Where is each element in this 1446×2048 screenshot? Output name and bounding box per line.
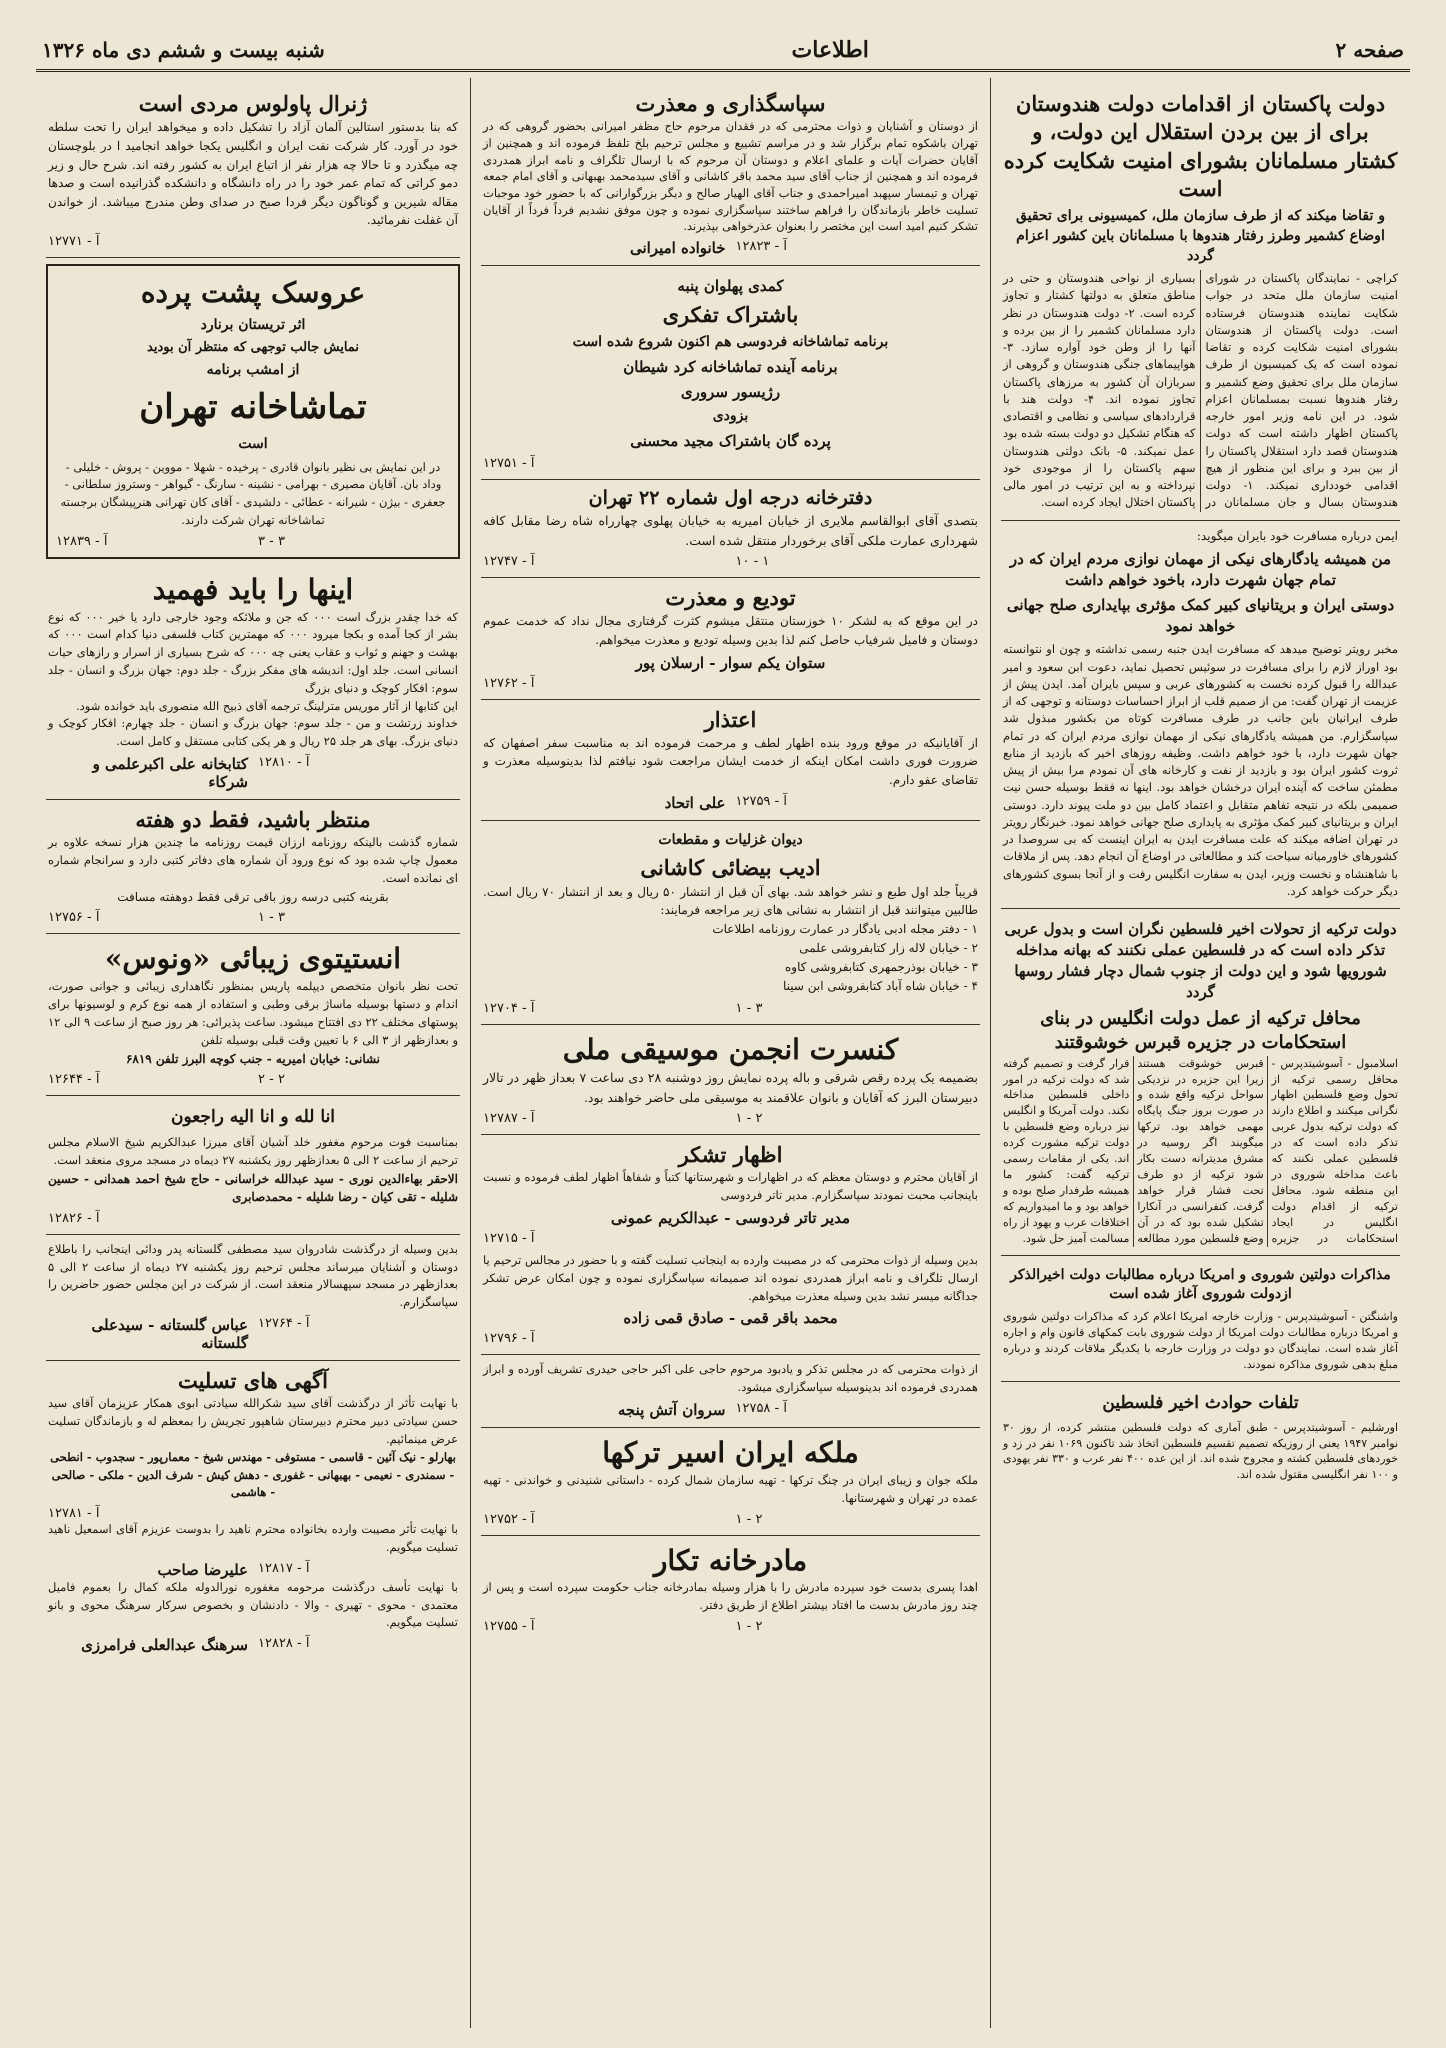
ad-condolences	[46, 1361, 460, 1662]
subhead: و تقاضا میکند که از طرف سازمان ملل، کمیسیونی برای تحقیق اوضاع کشمیر وطرز رفتار هندوها با مسلمانان باین کشور اعزام گردد	[1015, 208, 1386, 264]
title: تماشاخانه تهران	[139, 387, 367, 428]
signature: محمد باقر قمی - صادق قمی زاده	[623, 1309, 838, 1328]
line: برنامه آینده تماشاخانه کرد شیطان	[623, 357, 838, 376]
signature: الاحقر بهاءالدین نوری - سید عبدالله خراسانی - حاج شیخ احمد همدانی - حسین شلیله - تقی کیان - رضا شلیله - محمدصابری	[48, 1171, 458, 1205]
middle-column	[470, 78, 990, 2028]
ad-code: ۲ - ۲	[258, 1072, 285, 1088]
ad-code: ۱۲۷۵۲ - آ	[483, 1511, 535, 1527]
headline-2: دوستی ایران و بریتانیای کبیر کمک مؤثری بپایداری صلح جهانی خواهد نمود	[1006, 596, 1395, 636]
signature: علیرضا صاحب	[157, 1560, 248, 1579]
ad-general	[46, 84, 460, 258]
list-item: ۲ - خیابان لاله زار کتابفروشی علمی	[799, 940, 978, 955]
names: بهارلو - نیک آئین - قاسمی - مستوفی - مهندس شیخ - معمارپور - سجدوب - انطحی - سمندری - نعیمی - بهبهانی - غفوری - دهش کیش - شرف الدین - ملکی - صالحی - هاشمی	[50, 1449, 456, 1500]
ad-body: از ذوات محترمی که در مجلس تذکر و یادبود مرحوم حاجی علی اکبر حاجی حیدری تشریف آورده و ابراز همدردی فرموده اند بدینوسیله سپاسگزاری میشود.	[483, 1362, 978, 1395]
line: رژیسور سروری	[680, 382, 781, 401]
ad-venus	[46, 934, 460, 1096]
ad-code: ۱۲۷۵۶ - آ	[48, 910, 100, 926]
ad-code: ۱۰ - ۱	[735, 553, 770, 569]
list-item: ۳ - خیابان بوذرجمهری کتابفروشی کاوه	[785, 960, 978, 975]
paper-name: اطلاعات	[791, 36, 869, 63]
ad-code: ۱۲۷۵۵ - آ	[483, 1618, 535, 1634]
address: نشانی: خیابان امیریه - جنب کوچه البرز تلفن ۶۸۱۹	[125, 1051, 381, 1066]
signature: سرهنگ عبدالعلی فرامرزی	[81, 1636, 248, 1655]
headline: تلفات حوادث اخیر فلسطین	[1102, 1392, 1299, 1413]
headline: دفترخانه درجه اول شماره ۲۲ تهران	[588, 486, 873, 509]
ad-code: ۱۲۶۴۴ - آ	[48, 1072, 100, 1088]
ad-code: ۱۲۷۰۴ - آ	[483, 1000, 535, 1016]
ad-code: ۱۲۷۴۷ - آ	[483, 553, 535, 569]
headline: منتظر باشید، فقط دو هفته	[135, 807, 371, 833]
ad-body: شماره گذشت بالینکه روزنامه ارزان قیمت روزنامه ما چندین هزار نسخه علاوه بر معمول چاپ شده بود که نوع ورود آن شماره های دفاتر کتبی دارد و سرانجام شماره ای نمانده است.	[48, 835, 458, 886]
left-column	[36, 78, 470, 2028]
signature: مدیر تاتر فردوسی - عبدالکریم عمونی	[610, 1209, 851, 1228]
headline: ملکه ایران اسیر ترکها	[602, 1436, 859, 1470]
right-column	[990, 78, 1410, 2028]
ad-code: ۱ - ۳	[258, 910, 285, 926]
ad-comedy	[481, 266, 980, 480]
line: بزودی	[712, 407, 749, 424]
ad-code: ۱۲۸۲۸ - آ	[258, 1636, 310, 1652]
headline: آگهی های تسلیت	[177, 1367, 329, 1393]
ad-body: قریباً جلد اول طبع و نشر خواهد شد. بهای آن قبل از انتشار ۵۰ ریال و بعد از انتشار ۷۰ ریال است. طالبین میتوانند قبل از انتشار به نشانی های زیر مراجعه فرمایند:	[483, 884, 979, 918]
ad-code: ۱ - ۲	[735, 1511, 763, 1527]
article-body: کراچی - نمایندگان پاکستان در شورای امنیت سازمان ملل متحد در جواب شکایت نماینده هندوستان فرستاده است. دولت پاکستان از هندوستان بشورای امنیت شکایت کرده و تقاضا نموده است که یک کمیسیون از طرف سازمان ملل برای تحقیق وضع کشمیر و رفتار هندوها نسبت بمسلمانان اعزام شود. در این نامه وزیر امور خارجه پاکستان اظهار داشته است که دولت هندوستان قصد دارد استقلال پاکستان را از بین ببرد و برای این منظور از هیچ اقدامی خودداری نمیکند. ۱- دولت هندوستان بسال و جان مسلمانان در بسیاری از نواحی هندوستان و حتی در مناطق متعلق به دولتها کشتار و تجاوز کرده است. ۲- دولت هندوستان در نظر دارد مسلمانان کشمیر را از بین برده و آنها را از وطن خود آواره سازد. ۳- هواپیماهای جنگی هندوستان و گروهی از سربازان آن کشور به مرزهای پاکستان تجاوز نموده اند. ۴- دولت هند با قراردادهای سیاسی و نظامی و اقتصادی که هنگام تشکیل دو دولت بسته شده بود عمل نمیکند. ۵- بانک دولتی هندوستان سهم پاکستان را از موجودی خود نپرداخته و به این ترتیب در امور مالی پاکستان اختلال ایجاد کرده است.	[1003, 271, 1399, 510]
ad-body: اهدا پسری بدست خود سپرده مادرش را با هزار وسیله بمادرخانه جناب حکومت سپرده است و پس از چند روز مادرش بدست ما افتاد بیشتر اطلاع از طریق دفتر.	[483, 1580, 978, 1613]
ad-code: ۱ - ۲	[735, 1618, 763, 1634]
signature: ستوان یکم سوار - ارسلان پور	[635, 653, 826, 672]
page-number: صفحه ۲	[1335, 37, 1404, 62]
ad-condolence-2	[46, 1235, 460, 1361]
ad-body: بدین وسیله از ذوات محترمی که در مصیبت وارده به اینجانب تسلیت گفته و با حضور در مجالس ترحیم یا ارسال تلگراف و نامه ابراز همدردی نموده اند صمیمانه سپاسگزاری نموده و چون امکان عرض تشکر جداگانه میسر نشد بدین وسیله معذرت میخواهم.	[483, 1253, 978, 1303]
headline: اظهار تشکر	[678, 1142, 783, 1168]
title: ادیب بیضائی کاشانی	[640, 855, 821, 881]
ad-body: تحت نظر بانوان متخصص دیپلمه پاریس بمنظور نگاهداری زیبائی و جوانی صورت، اندام و دستها بوسیله ماساژ برقی وطبی و استفاده از همه نوع کرم و لوسیونها برای پوستهای مختلف ۲۲ دی افتتاح میشود. ساعت پذیرائی: هر روز صبح از ساعت ۹ الی ۱۲ و بعدازظهر از ۳ الی ۶ با تعیین وقت قبلی بوسیله تلفن	[48, 979, 458, 1047]
article-body: واشنگتن - آسوشیتدپرس - وزارت خارجه امریکا اعلام کرد که مذاکرات دولتین شوروی و امریکا درباره مطالبات دولت امریکا از دولت شوروی بابت کمکهای قانون وام و اجاره آغاز شده است. نمایندگان دو دولت در وزارت خارجه با یکدیگر ملاقات کردند و درباره مبلغ بدهی شوروی مذاکره نمودند.	[1003, 1310, 1398, 1371]
ad-code: ۱۲۸۱۷ - آ	[258, 1560, 310, 1576]
lead: ایمن درباره مسافرت خود بایران میگوید:	[1196, 528, 1398, 543]
headline: دولت ترکیه از تحولات اخیر فلسطین نگران است و بدول عربی تذکر داده است که در فلسطین عملی نکنند که بهانه مداخله شورویها شود و این دولت از جنوب شمال دچار فشار روسها گردد	[1004, 920, 1397, 1001]
headline: مذاکرات دولتین شوروی و امریکا درباره مطالبات دولت اخیرالذکر ازدولت شوروی آغاز شده است	[1010, 1266, 1391, 1303]
headline: مادرخانه تکار	[653, 1543, 808, 1577]
ad-body: با نهایت تأثر از درگذشت آقای سید شکرالله سیادتی ابوی همکار عزیزمان آقای سید حسن سیادتی دبیر محترم دبیرستان شاهپور تجریش را بمعظم له و بازماندگان تسلیت عرض مینمائیم.	[48, 1396, 458, 1446]
signature: عباس گلستانه - سیدعلی گلستانه	[91, 1315, 248, 1352]
ad-code: ۱۲۸۲۳ - آ	[735, 239, 787, 255]
issue-date: شنبه بیست و ششم دی ماه ۱۳۲۶	[42, 37, 325, 62]
ad-body: این کتابها از آثار موریس مترلینگ ترجمه آقای ذبیح الله منصوری باید خوانده شود.	[75, 698, 458, 713]
ad-body: از آقایان محترم و دوستان معظم که در اظهارات و شهرستانها کتباً و شفاهاً اظهار لطف فرموده و نسبت باینجانب محبت نمودند سپاسگزارم. مدیر تاتر فردوسی	[483, 1170, 978, 1203]
article-body: مخبر رویتر توضیح میدهد که مسافرت ایدن جنبه رسمی نداشته و چون او نتوانسته بود اوراز لازم را برای مسافرت در سوئیس تحصیل نماید، دعوت ابن سعود و امیر عبدالله را قبول کرده نخست به کشورهای عربی و سپس بایران آمد. ایدن پیش از عزیمت از تهران گفت: من از صمیم قلب از ابراز احساسات دوستانه و توجهی که از طرف ایرانیان باین جانب در طرف مسافرت کوتاه من بکشور مبذول شد سپاسگزارم. من همیشه یادگارهای نیکی از مهمان نوازی مردم ایران که در تمام جهان شهرت دارد، با خود خواهم داشت. وظیفه روزهای اخیر که بازدید از منابع ثروت کشور ایران بود و بازدید از نفت و کارخانه های آن نمودم مرا بیش از پیش مطمئن ساخت که آینده ایران درخشان خواهد بود. اینها نه فقط بوسیله حسن نیت صمیمی بلکه در نتیجه تفاهم متقابل و اعتماد کامل بین دو ملت پیوند دارد. دوستی ایران و بریتانیای کبیر کمک مؤثری به پایداری صلح جهانی خواهد نمود. خبرنگار رویتر در تهران اضافه میکند که علت مسافرت ایدن به ایران اینست که بی سروصدا در کشورهای خاورمیانه سیاحت کند و مطالعاتی در اوضاع آن انجام دهد. پس از ملاقات با شاهنشاه و نخست وزیر، ایدن به سفارت انگلیس رفت و از آنجا بسوی کشورهای دیگر حرکت خواهد کرد.	[1003, 642, 1398, 898]
headline: من همیشه یادگارهای نیکی از مهمان نوازی مردم ایران که در تمام جهان شهرت دارد، باخود خواهم داشت	[1009, 550, 1392, 590]
ad-divan	[481, 821, 980, 1025]
headline: انا لله و انا الیه راجعون	[170, 1107, 336, 1128]
article-pakistan	[1001, 84, 1400, 521]
ad-farewell	[481, 578, 980, 700]
article-palestine	[1001, 1382, 1400, 1492]
line: است	[238, 435, 268, 452]
ad-concert	[481, 1025, 980, 1136]
line: کمدی پهلوان پنبه	[677, 277, 784, 296]
headline: دولت پاکستان از اقدامات دولت هندوستان برای از بین بردن استقلال این دولت، و کشتار مسلمانان بشورای امنیت شکایت کرده است	[1003, 91, 1398, 202]
line: پرده گان باشتراک مجید محسنی	[630, 431, 831, 450]
ad-body: بقرینه کتبی درسه روز باقی ترقی فقط دوهفته مسافت	[117, 889, 389, 904]
ad-thanks	[481, 84, 980, 266]
ad-body: که بنا بدستور استالین آلمان آزاد را تشکیل داده و میخواهد ایران را تحت سلطه خود در آورد. کار شرکت نفت ایران و انگلیس یکجا خواهد انجامید ا در بلوچستان چه میگذرد و تا حالا چه هزار نفر از اتباع ایران به کشور رفته اند. شرح حال و زیر دمو کراتی که تمام عمر خود را در راه دانشگاه و دانشکده گذرانیده است و صدها مقاله شیرین و گوناگون دیگر فردا صبح در صدای وطن مندرج میباشد. از خواندن آن غفلت نفرمائید.	[48, 120, 458, 228]
ad-body: از دوستان و آشنایان و ذوات محترمی که در فقدان مرحوم حاج مظفر امیرانی بحضور گروهی که در تهران باشکوه تمام برگزار شد و در مراسم تشییع و مجلس ترحیم بلخ تلفظ فرموده اند و همچنین از آقایان حضرات آیات و علمای اعلام و دوستان آن مرحوم که با ارسال تلگراف و نامه ابراز همدردی فرموده اند و همچنین از جناب آقای سید محمد باقر کاشانی و آقای سیدمحمد بهبهانی و آقای امام جمعه تهران و تیمسار سپهبد امیراحمدی و جناب آقای الهیار صالح و دیگر بزرگوارانی که با حضور خود موجبات تسلیت خاطر بازماندگان را فراهم ساختند سپاسگزاری نموده و چون موفق نشدیم فرداً فرداً از آقایان تشکر کنیم امید است این مختصر را بعنوان عذرخواهی بپذیرند.	[483, 119, 978, 234]
ad-body: در این نمایش بی نظیر بانوان قادری - پرخیده - شهلا - مووین - پروش - خلیلی - وداد بان. آقایان مصیری - بهرامی - نشینه - سارنگ - گیواهر - وستروز سلطانی - جعفری - بیژن - شیرانه - عطائی - دلشیدی - آقای کان تهرانی هنرپیشگان برجسته تماشاخانه تهران شرکت دارند.	[60, 459, 446, 527]
ad-code: ۱۲۷۵۱ - آ	[483, 455, 535, 471]
ad-queen	[481, 1428, 980, 1535]
ad-apology	[481, 700, 980, 821]
signature: کتابخانه علی اکبرعلمی و شرکاء	[92, 755, 248, 792]
ad-code: ۱۲۷۵۸ - آ	[735, 1401, 787, 1417]
ad-body: با نهایت تأثر مصیبت وارده بخانواده محترم ناهید را بدوست عزیزم آقای اسمعیل ناهید تسلیت میگویم.	[48, 1522, 458, 1555]
ad-code: ۱۲۷۹۶ - آ	[483, 1331, 535, 1347]
ad-body: که خدا چقدر بزرگ است ۰۰۰ که جن و ملائکه وجود خارجی دارد یا خیر ۰۰۰ که نوع بشر از کجا آمده و بکجا میرود ۰۰۰ که مهمترین کتاب فلسفی دنیا کدام است ۰۰۰ که بهشت و جهنم و ثواب و عقاب یعنی چه ۰۰۰ که شرح بسیاری از اسرار و رازهای حیات انسانی است. جلد اول: اندیشه های مفکر بزرگ - جلد دوم: جهان بزرگ و انسان - جلد سوم: افکار کوچک و دنیای بزرگ	[48, 609, 458, 695]
headline-2: محافل ترکیه از عمل دولت انگلیس در بنای استحکامات در جزیره قبرس خوشوقتند	[1040, 1008, 1361, 1054]
line: نمایش جالب توجهی که منتظر آن بودید	[147, 340, 359, 356]
headline: اینها را باید فهمید	[152, 572, 354, 606]
ad-code: ۳ - ۳	[258, 533, 285, 549]
article-body: اسلامبول - آسوشیتدپرس - محافل رسمی ترکیه از تحول وضع فلسطین اظهار نگرانی میکنند و اطلاع دارند که دولت ترکیه بدول عربی تذکر داده است که در فلسطین عملی نکنند که باعث مداخله شوروی در این منطقه شود. محافل ترکیه از اقدام دولت انگلیس در ایجاد استحکامات در جزیره قبرس خوشوقت هستند زیرا این جزیره در نزدیکی سواحل ترکیه واقع شده و در صورت بروز جنگ پایگاه مهمی خواهد بود. ترکها میگویند اگر روسیه در مشرق مدیترانه دست بکار شود ترکیه از دو طرف تحت فشار قرار خواهد گرفت. کنفرانسی در آنکارا تشکیل شده بود که در آن وضع فلسطین مورد مطالعه قرار گرفت و تصمیم گرفته شد که دولت ترکیه در امور داخلی فلسطین مداخله نکند. دولت آمریکا و انگلیس نیز درباره وضع فلسطین با دولت ترکیه مشورت کرده اند. یکی از مقامات رسمی ترکیه گفت: کشور ما همیشه طرفدار صلح بوده و خواهد بود و ما امیدواریم که اختلافات عرب و یهود از راه مسالمت آمیز حل شود.	[1003, 1056, 1398, 1245]
ad-body: از آقایانیکه در موقع ورود بنده اظهار لطف و مرحمت فرموده اند به مناسبت سفر اصفهان که ضرورت فوری داشت امکان اینکه از خدمت ایشان مراجعت شود نیافتم لذا بدینوسیله معذرت و تقاضای عفو دارم.	[483, 735, 978, 788]
headline: سپاسگذاری و معذرت	[635, 91, 826, 116]
ad-code: ۱۲۸۳۹ - آ	[56, 533, 108, 549]
ad-body: در این موقع که به لشکر ۱۰ خوزستان منتقل میشوم کثرت گرفتاری مجال نداد که خدمت عموم دوستان و فامیل شرفیاب حاصل کنم لذا بدین وسیله تودیع و معذرت میخواهم.	[483, 614, 978, 647]
list-item: ۴ - خیابان شاه آباد کتابفروشی ابن سینا	[782, 979, 978, 994]
signature: علی اتحاد	[664, 793, 726, 812]
ad-body: خداوند زرتشت و من - جلد سوم: جهان بزرگ و انسان - جلد چهارم: افکار کوچک و دنیای بزرگ. بهای هر جلد ۲۵ ریال و هر یکی کتابی مستقل و کامل است.	[48, 716, 458, 749]
columns	[36, 78, 1410, 2028]
ad-code: ۱۲۸۲۶ - آ	[48, 1210, 100, 1226]
ad-body: بدین وسیله از درگذشت شادروان سید مصطفی گلستانه پدر ودائی اینجانب را باطلاع دوستان و آشنایان میرساند مجلس ترحیم روز یکشنبه ۲۷ دیماه از ساعت ۲ الی ۵ بعدازظهر در مسجد سپهسالار منعقد است. از شرکت در این مجلس حضور حاضرین را سپاسگزارم.	[48, 1241, 458, 1310]
masthead	[36, 30, 1410, 72]
ad-bride	[46, 264, 460, 559]
signature: خانواده امیرانی	[629, 239, 726, 258]
ad-orphanage	[481, 1536, 980, 1642]
line: از امشب برنامه	[206, 362, 300, 379]
ad-code: ۱۲۷۸۷ - آ	[483, 1111, 535, 1127]
article-us-ussr	[1001, 1256, 1400, 1382]
headline: کنسرت انجمن موسیقی ملی	[562, 1032, 899, 1066]
ad-body: بضمیمه یک پرده رقص شرقی و باله پرده نمایش روز دوشنبه ۲۸ دی ساعت ۷ بعداز ظهر در تالار دبیرستان البرز که آقایان و بانوان علاقمند به موسیقی ملی حاضر خواهند بود.	[483, 1070, 979, 1105]
ad-code: ۱۲۷۶۲ - آ	[483, 675, 535, 691]
ad-code: ۱ - ۳	[735, 1000, 763, 1016]
line: دیوان غزلیات و مقطعات	[658, 831, 803, 848]
ad-office	[481, 480, 980, 578]
ad-understand	[46, 565, 460, 800]
ad-code: ۱ - ۲	[735, 1111, 763, 1127]
article-turkey	[1001, 909, 1400, 1256]
list-item: ۱ - دفتر مجله ادبی یادگار در عمارت روزنامه اطلاعات	[712, 921, 978, 936]
ad-code: ۱۲۸۱۰ - آ	[258, 755, 310, 771]
ad-respects	[481, 1355, 980, 1428]
article-iran-relations	[1001, 521, 1400, 909]
ad-code: ۱۲۷۷۱ - آ	[48, 233, 100, 249]
headline: ژنرال پاولوس مردی است	[138, 91, 368, 116]
headline: اعتذار	[704, 706, 757, 732]
ad-gratitude	[481, 1135, 980, 1355]
ad-code: ۱۲۷۶۴ - آ	[258, 1315, 310, 1331]
signature: سروان آتش پنجه	[617, 1401, 726, 1420]
ad-body: بتصدی آقای ابوالقاسم ملایری از خیابان امیریه به خیابان پهلوی چهارراه شاه رضا مقابل کافه شهرداری عمارت ملکی آقای برخوردار منتقل شده است.	[483, 513, 978, 548]
line: اثر تریستان برنارد	[200, 316, 306, 333]
ad-body: ملکه جوان و زیبای ایران در چنگ ترکها - تهیه سازمان شمال کرده - داستانی شنیدنی و خواندنی - تهیه عمده در تهران و شهرستانها.	[483, 1472, 978, 1505]
ad-code: ۱۲۷۸۱ - آ	[48, 1506, 100, 1522]
ad-condolence-1	[46, 1096, 460, 1235]
ad-body: بمناسبت فوت مرحوم مغفور خلد آشیان آقای میرزا عبدالکریم شیخ الاسلام مجلس ترحیم از ساعت ۲ الی ۵ بعدازظهر روز یکشنبه ۲۷ دیماه در مسجد مروی منعقد است.	[48, 1134, 458, 1167]
article-body: اورشلیم - آسوشیتدپرس - طبق آماری که دولت فلسطین منتشر کرده، از روز ۳۰ نوامبر ۱۹۴۷ یعنی از روزیکه تصمیم تقسیم فلسطین اتخاذ شد تاکنون ۱۰۶۹ نفر در زد و خوردهای فلسطین کشته و مجروح شده اند. از این عده ۴۰۰ نفر عرب و ۳۳۰ نفر یهودی و ۱۰۰ نفر انگلیسی مقتول شده اند.	[1003, 1420, 1399, 1482]
headline: عروسک پشت پرده	[140, 275, 366, 309]
ad-wait	[46, 800, 460, 934]
ad-code: ۱۲۷۱۵ - آ	[483, 1231, 535, 1247]
headline: انستیتوی زیبائی «ونوس»	[104, 942, 402, 976]
line: باشتراک تفکری	[662, 302, 799, 328]
ad-body: با نهایت تأسف درگذشت مرحومه مغفوره نورالدوله ملکه کمال را بعموم فامیل معتمدی - محوی - تهیری - والا - دادنشان و بخصوص سرکار سرهنگ محوی و بانو تسلیت میگویم.	[48, 1579, 458, 1630]
line: برنامه تماشاخانه فردوسی هم اکنون شروع شده است	[572, 334, 889, 351]
headline: تودیع و معذرت	[665, 584, 796, 610]
ad-code: ۱۲۷۵۹ - آ	[735, 793, 787, 809]
